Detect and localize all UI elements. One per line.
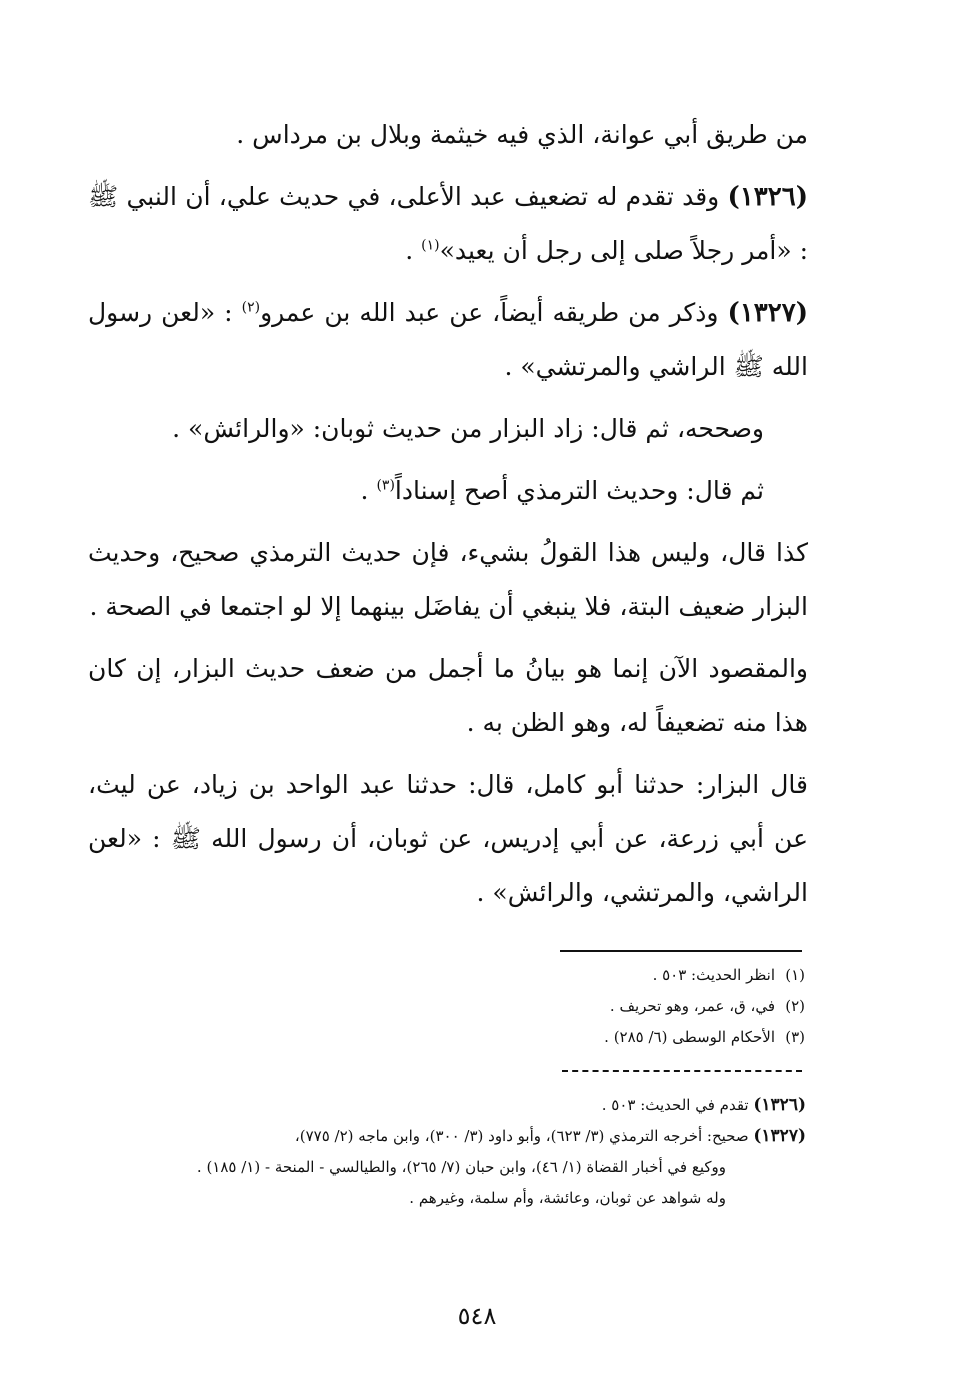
takhrij-1326: (١٣٢٦) تقدم في الحديث: ٥٠٣ . xyxy=(601,1095,806,1115)
paragraph-8: قال البزار: حدثنا أبو كامل، قال: حدثنا عبد الواحد بن زياد، عن ليث، عن أبي زرعة، عن أبي إدريس، عن ثوبان، أن رسول الله ﷺ : «لعن الراشي، والمرتشي، والرائش» . xyxy=(88,770,808,907)
hadith-number: (١٣٢٧) xyxy=(727,298,809,328)
footnote-marker[interactable]: (٢) xyxy=(241,299,261,316)
footnote-number: (٢) xyxy=(785,997,805,1015)
hadith-number: (١٣٢٦) xyxy=(753,1095,806,1115)
footnotes xyxy=(300,960,805,1053)
paragraph-5: ثم قال: وحديث الترمذي أصح إسناداً$^{(٣)}$ . xyxy=(360,476,764,505)
hadith-1327: (١٣٢٧) وذكر من طريقه أيضاً، عن عبد الله بن عمرو$^{(٢)}$ : «لعن رسول الله ﷺ الراشي والمرتشي» . xyxy=(88,298,809,381)
takhrij-1327-line-2: ووكيع في أخبار القضاة (١/ ٤٦)، وابن حبان (٧/ ٢٦٥)، والطيالسي - المنحة - (١/ ١٨٥) . xyxy=(196,1158,726,1176)
main-text xyxy=(88,108,808,928)
footnote-3: (٣)الأحكام الوسطى (٦/ ٢٨٥) . xyxy=(300,1022,805,1053)
hadith-number: (١٣٢٧) xyxy=(753,1126,806,1146)
footnote-number: (٣) xyxy=(785,1028,805,1046)
takhrij-1327-line-3: وله شواهد عن ثوبان، وعائشة، وأم سلمة، وغيرهم . xyxy=(409,1189,726,1207)
paragraph-4: وصححه، ثم قال: زاد البزار من حديث ثوبان: «والرائش» . xyxy=(172,414,764,443)
takhrij-notes xyxy=(88,1090,806,1214)
hadith-text: وذكر من طريقه أيضاً، عن عبد الله بن عمرو xyxy=(260,298,728,327)
paragraph-7: والمقصود الآن إنما هو بيانُ ما أجمل من ضعف حديث البزار، إن كان هذا منه تضعيفاً له، وهو الظن به . xyxy=(88,654,808,737)
hadith-number: (١٣٢٦) xyxy=(727,182,808,212)
hadith-1326: (١٣٢٦) وقد تقدم له تضعيف عبد الأعلى، في حديث علي، أن النبي ﷺ : «أمر رجلاً صلى إلى رجل أن يعيد»$^{(١)}$ . xyxy=(88,182,808,265)
footnote-marker[interactable]: (٣) xyxy=(376,477,395,494)
takhrij-1327: (١٣٢٧) صحيح: أخرجه الترمذي (٣/ ٦٢٣)، وأبو داود (٣/ ٣٠٠)، وابن ماجه (٢/ ٧٧٥)، xyxy=(294,1126,806,1146)
footnote-separator xyxy=(560,950,802,952)
paragraph-1: من طريق أبي عوانة، الذي فيه خيثمة وبلال بن مرداس . xyxy=(236,120,808,149)
footnote-number: (١) xyxy=(785,966,805,984)
hadith-text: وقد تقدم له تضعيف عبد الأعلى، في حديث علي، أن النبي ﷺ : «أمر رجلاً صلى إلى رجل أن يعيد» xyxy=(88,182,808,265)
paragraph-6: كذا قال، وليس هذا القولُ بشيء، فإن حديث الترمذي صحيح، وحديث البزار ضعيف البتة، فلا ينبغي أن يفاضَل بينهما إلا لو اجتمعا في الصحة . xyxy=(88,538,808,621)
footnote-marker[interactable]: (١) xyxy=(421,237,440,254)
footnote-2: (٢)في، ق، عمر، وهو تحريف . xyxy=(300,991,805,1022)
page-number: ٥٤٨ xyxy=(457,1302,497,1330)
takhrij-separator xyxy=(562,1070,802,1072)
footnote-1: (١)انظر الحديث: ٥٠٣ . xyxy=(300,960,805,991)
